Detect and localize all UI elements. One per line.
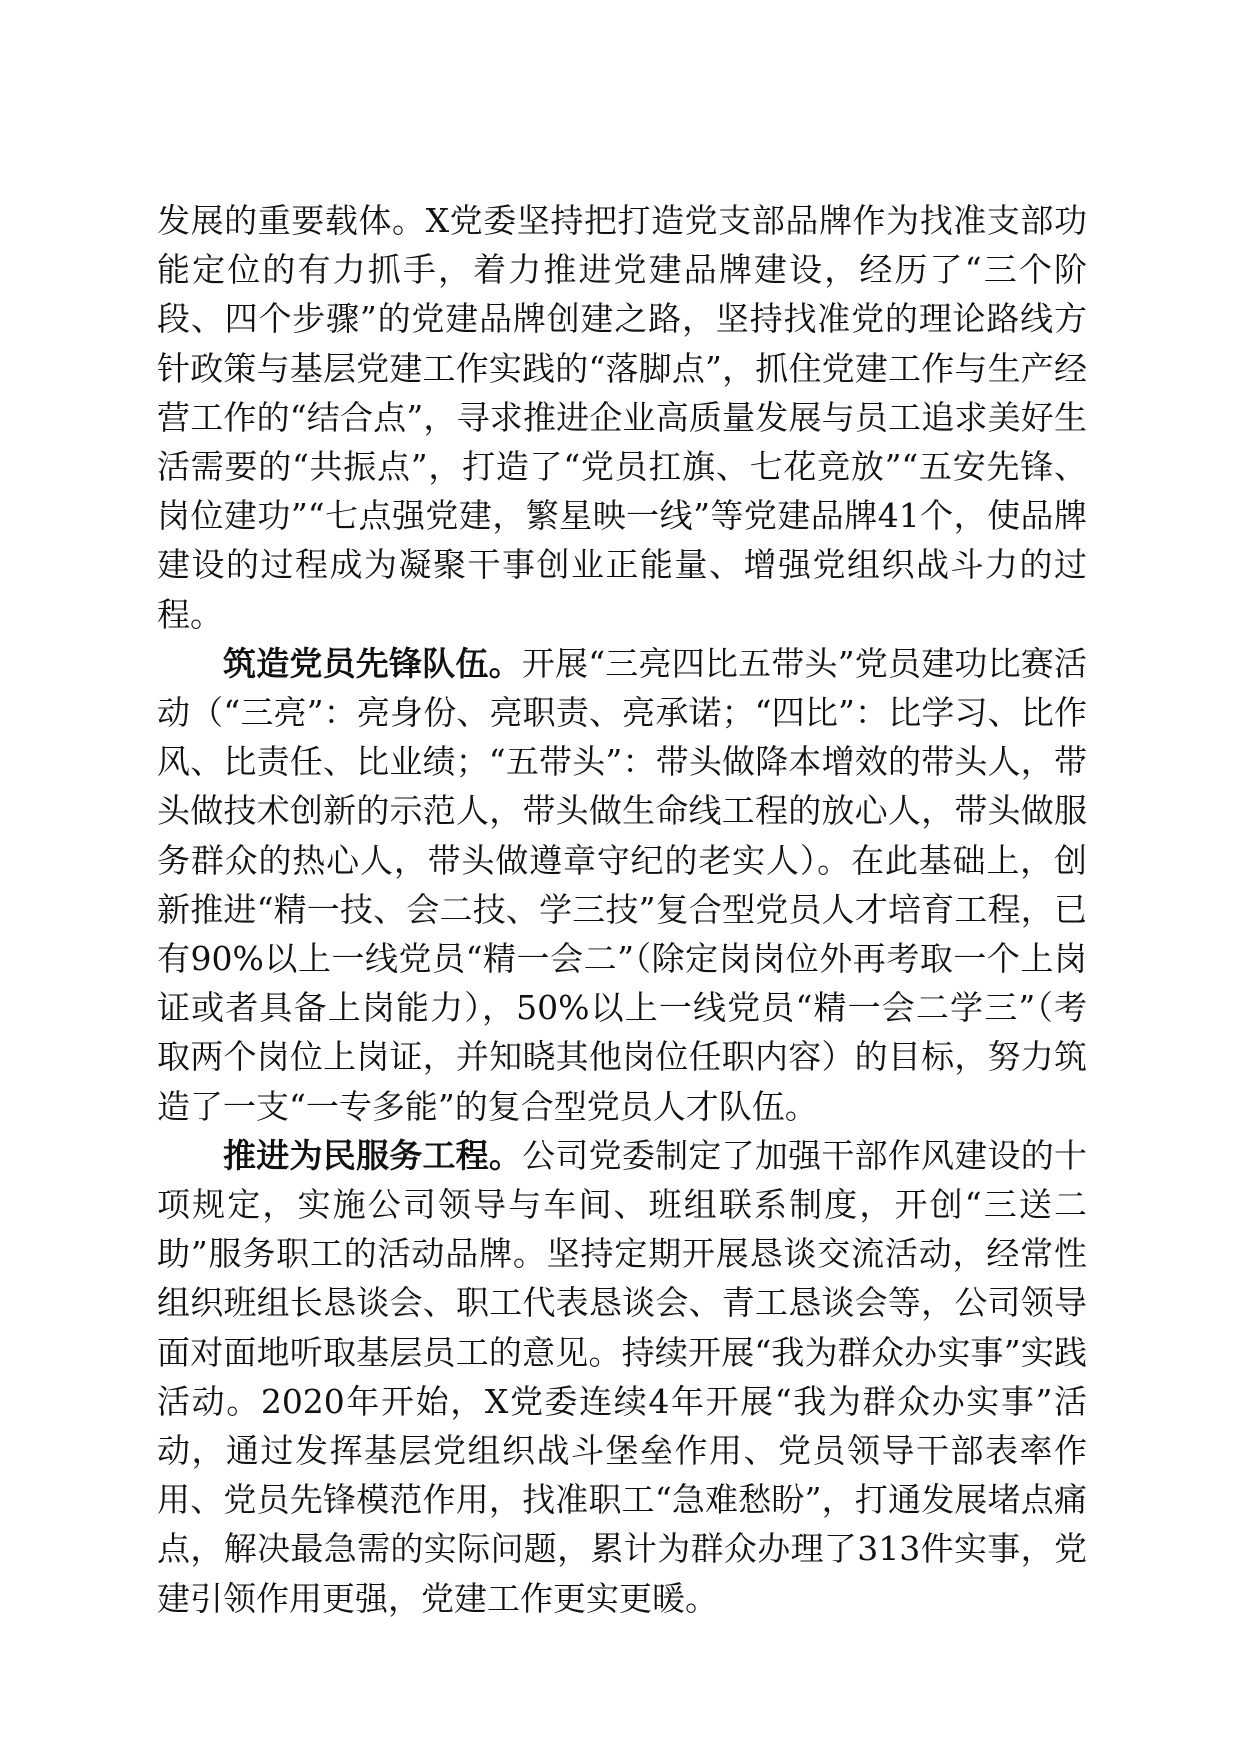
document-body	[157, 196, 1087, 1623]
paragraph-text: 公司党委制定了加强干部作风建设的十项规定，实施公司领导与车间、班组联系制度，开创“三送二助”服务职工的活动品牌。坚持定期开展恳谈交流活动，经常性组织班组长恳谈会、职工代表恳谈会、青工恳谈会等，公司领导面对面地听取基层员工的意见。持续开展“我为群众办实事”实践活动。2020年开始，X党委连续4年开展“我为群众办实事”活动，通过发挥基层党组织战斗堡垒作用、党员领导干部表率作用、党员先锋模范作用，找准职工“急难愁盼”，打通发展堵点痛点，解决最急需的实际问题，累计为群众办理了313件实事，党建引领作用更强，党建工作更实更暖。	[157, 1135, 1088, 1618]
paragraph-pioneer-team	[157, 639, 1087, 1131]
paragraph-text: 发展的重要载体。X党委坚持把打造党支部品牌作为找准支部功能定位的有力抓手，着力推进党建品牌建设，经历了“三个阶段、四个步骤”的党建品牌创建之路，坚持找准党的理论路线方针政策与基层党建工作实践的“落脚点”，抓住党建工作与生产经营工作的“结合点”，寻求推进企业高质量发展与员工追求美好生活需要的“共振点”，打造了“党员扛旗、七花竞放”“五安先锋、岗位建功”“七点强党建，繁星映一线”等党建品牌41个，使品牌建设的过程成为凝聚干事创业正能量、增强党组织战斗力的过程。	[157, 201, 1087, 634]
paragraph-brand-building	[157, 196, 1087, 639]
paragraph-public-service	[157, 1131, 1087, 1623]
paragraph-heading: 筑造党员先锋队伍。	[223, 643, 522, 683]
paragraph-text: 开展“三亮四比五带头”党员建功比赛活动（“三亮”：亮身份、亮职责、亮承诺；“四比”：比学习、比作风、比责任、比业绩；“五带头”：带头做降本增效的带头人，带头做技术创新的示范人，带头做生命线工程的放心人，带头做服务群众的热心人，带头做遵章守纪的老实人）。在此基础上，创新推进“精一技、会二技、学三技”复合型党员人才培育工程，已有90%以上一线党员“精一会二”（除定岗岗位外再考取一个上岗证或者具备上岗能力），50%以上一线党员“精一会二学三”（考取两个岗位上岗证，并知晓其他岗位任职内容）的目标，努力筑造了一支“一专多能”的复合型党员人才队伍。	[157, 643, 1088, 1126]
paragraph-heading: 推进为民服务工程。	[223, 1135, 523, 1175]
